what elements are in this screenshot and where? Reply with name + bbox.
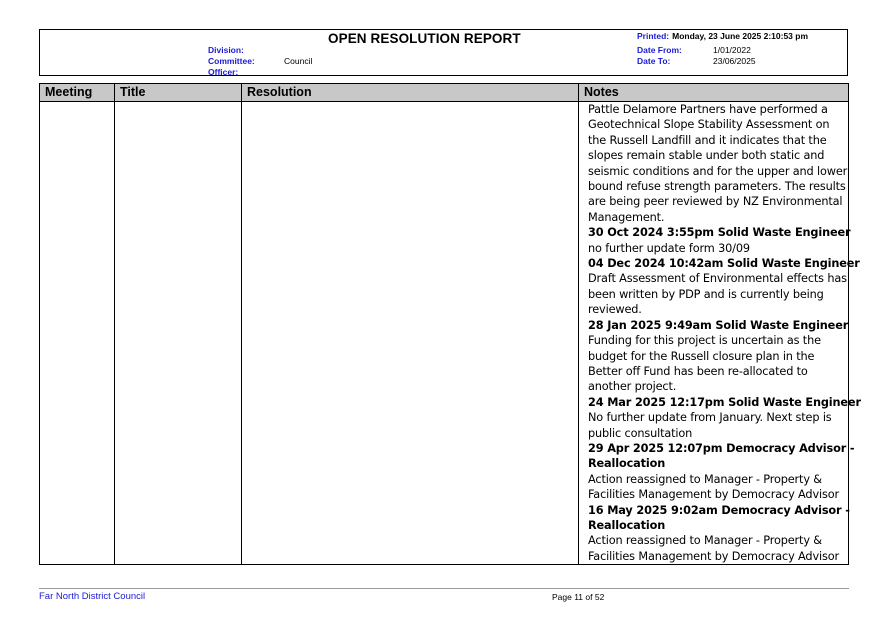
note-text-line: Facilities Management by Democracy Advisor xyxy=(588,488,839,502)
note-text-line: budget for the Russell closure plan in the xyxy=(588,349,815,363)
column-header-resolution: Resolution xyxy=(247,85,312,99)
table-header-row xyxy=(40,84,848,102)
footer-organisation: Far North District Council xyxy=(39,591,146,602)
note-text-line: seismic conditions and for the upper and lower xyxy=(588,164,848,178)
note-text-line: another project. xyxy=(588,380,677,394)
note-text-line: Facilities Management by Democracy Advisor xyxy=(588,549,839,563)
printed-field xyxy=(637,31,808,41)
report-title: OPEN RESOLUTION REPORT xyxy=(328,31,521,46)
committee-value: Council xyxy=(284,56,313,66)
date-to-label: Date To: xyxy=(637,56,671,66)
note-entry-heading: 28 Jan 2025 9:49am Solid Waste Engineer xyxy=(588,318,849,332)
column-divider xyxy=(578,84,579,564)
column-header-notes: Notes xyxy=(584,85,619,99)
committee-label: Committee: xyxy=(208,56,255,66)
note-text-line: Better off Fund has been re-allocated to xyxy=(588,364,808,378)
note-entry-heading: 29 Apr 2025 12:07pm Democracy Advisor - xyxy=(588,441,855,455)
note-text-line: Funding for this project is uncertain as the xyxy=(588,334,821,348)
note-entry-heading: 24 Mar 2025 12:17pm Solid Waste Engineer xyxy=(588,395,861,409)
note-entry-heading: 30 Oct 2024 3:55pm Solid Waste Engineer xyxy=(588,226,851,240)
note-entry-heading: 16 May 2025 9:02am Democracy Advisor - xyxy=(588,503,850,517)
note-entry-heading: Reallocation xyxy=(588,457,666,471)
note-text-line: been written by PDP and is currently being xyxy=(588,287,824,301)
printed-label: Printed: xyxy=(637,31,670,41)
note-entry-heading: 04 Dec 2024 10:42am Solid Waste Engineer xyxy=(588,257,860,271)
column-header-title: Title xyxy=(120,85,146,99)
note-entry-heading: Reallocation xyxy=(588,518,666,532)
notes-cell xyxy=(588,102,861,564)
date-to-value: 23/06/2025 xyxy=(713,56,756,66)
footer-page-number: Page 11 of 52 xyxy=(552,592,605,602)
note-text-line: reviewed. xyxy=(588,303,642,317)
note-text-line: Action reassigned to Manager - Property & xyxy=(588,472,822,486)
column-header-meeting: Meeting xyxy=(45,85,93,99)
note-text-line: Geotechnical Slope Stability Assessment on xyxy=(588,118,830,132)
note-text-line: No further update from January. Next step is xyxy=(588,411,832,425)
note-text-line: public consultation xyxy=(588,426,693,440)
note-text-line: Draft Assessment of Environmental effects has xyxy=(588,272,847,286)
printed-value: Monday, 23 June 2025 2:10:53 pm xyxy=(672,31,809,41)
note-text-line: are being peer reviewed by NZ Environmental xyxy=(588,195,843,209)
note-text-line: no further update form 30/09 xyxy=(588,241,750,255)
division-label: Division: xyxy=(208,45,244,55)
column-divider xyxy=(114,84,115,564)
note-text-line: Pattle Delamore Partners have performed a xyxy=(588,103,828,116)
note-text-line: Management. xyxy=(588,210,665,224)
column-divider xyxy=(241,84,242,564)
note-text-line: bound refuse strength parameters. The results xyxy=(588,180,846,194)
footer-divider xyxy=(39,588,849,589)
note-text-line: the Russell Landfill and it indicates that the xyxy=(588,133,827,147)
note-text-line: slopes remain stable under both static and xyxy=(588,149,825,163)
officer-label: Officer: xyxy=(208,67,239,77)
date-from-label: Date From: xyxy=(637,45,682,55)
date-from-value: 1/01/2022 xyxy=(713,45,751,55)
note-text-line: Action reassigned to Manager - Property & xyxy=(588,534,822,548)
resolution-table xyxy=(39,83,861,565)
